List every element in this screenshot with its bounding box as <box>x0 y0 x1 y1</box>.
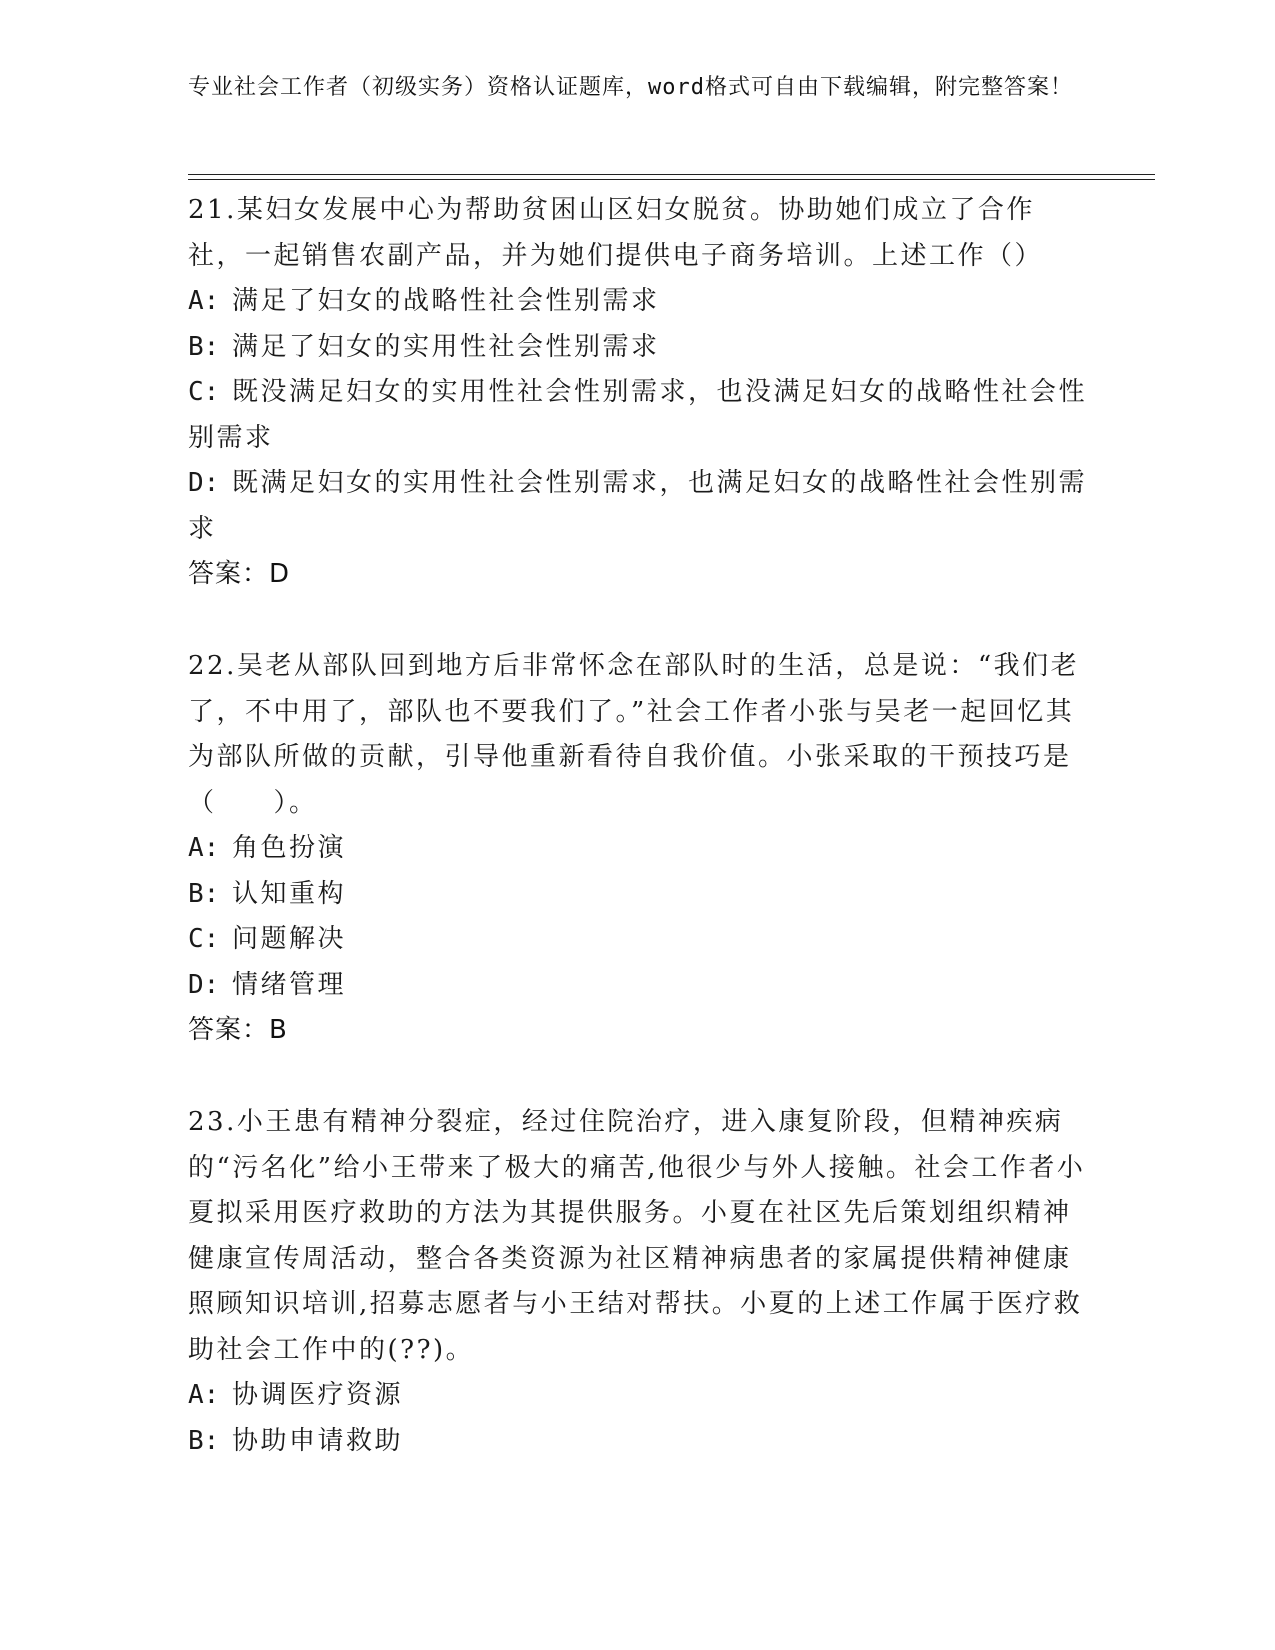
option-text: 认知重构 <box>232 878 347 909</box>
option-key: D: <box>188 468 220 498</box>
option-b <box>188 325 1088 371</box>
option-text: 问题解决 <box>232 924 347 954</box>
option-b <box>188 872 1088 918</box>
option-text: 情绪管理 <box>232 969 347 1000</box>
option-key: B: <box>188 1425 220 1456</box>
option-key: C: <box>188 924 220 954</box>
option-key: A: <box>188 1380 220 1410</box>
option-a <box>188 1373 1088 1419</box>
option-key: C: <box>188 377 220 407</box>
option-text: 既满足妇女的实用性社会性别需求，也满足妇女的战略性社会性别需求 <box>188 468 1088 544</box>
question-21 <box>188 188 1088 598</box>
option-c <box>188 917 1088 963</box>
option-key: A: <box>188 833 220 863</box>
option-text: 满足了妇女的实用性社会性别需求 <box>232 331 660 362</box>
answer-line: 答案：B <box>188 1015 288 1045</box>
option-a <box>188 279 1088 325</box>
question-stem: 23.小王患有精神分裂症，经过住院治疗，进入康复阶段，但精神疾病的“污名化”给小王带来了极大的痛苦,他很少与外人接触。社会工作者小夏拟采用医疗救助的方法为其提供服务。小夏在社区先后策划组织精神健康宣传周活动，整合各类资源为社区精神病患者的家属提供精神健康照顾知识培训,招募志愿者与小王结对帮扶。小夏的上述工作属于医疗救助社会工作中的(??)。 <box>188 1107 1086 1365</box>
option-d <box>188 963 1088 1009</box>
question-stem: 22.吴老从部队回到地方后非常怀念在部队时的生活，总是说：“我们老了，不中用了，部队也不要我们了。”社会工作者小张与吴老一起回忆其为部队所做的贡献，引导他重新看待自我价值。小张采取的干预技巧是（ ）。 <box>188 651 1080 818</box>
document-header: 专业社会工作者（初级实务）资格认证题库，word格式可自由下载编辑，附完整答案！ <box>188 75 1073 100</box>
header-divider-top <box>188 174 1155 175</box>
option-c <box>188 370 1088 461</box>
option-text: 既没满足妇女的实用性社会性别需求，也没满足妇女的战略性社会性别需求 <box>188 377 1088 453</box>
answer-line: 答案：D <box>188 559 291 589</box>
option-a <box>188 826 1088 872</box>
question-stem: 21.某妇女发展中心为帮助贫困山区妇女脱贫。协助她们成立了合作社，一起销售农副产品，并为她们提供电子商务培训。上述工作（） <box>188 195 1044 271</box>
option-text: 协调医疗资源 <box>232 1380 404 1410</box>
option-key: B: <box>188 878 220 909</box>
header-divider-bottom <box>188 179 1155 180</box>
option-key: B: <box>188 331 220 362</box>
question-22 <box>188 644 1088 1054</box>
option-text: 角色扮演 <box>232 833 347 863</box>
option-b <box>188 1419 1088 1465</box>
option-d <box>188 461 1088 552</box>
option-key: A: <box>188 286 220 316</box>
option-key: D: <box>188 969 220 1000</box>
option-text: 协助申请救助 <box>232 1425 404 1456</box>
option-text: 满足了妇女的战略性社会性别需求 <box>232 286 660 316</box>
question-23 <box>188 1100 1088 1464</box>
